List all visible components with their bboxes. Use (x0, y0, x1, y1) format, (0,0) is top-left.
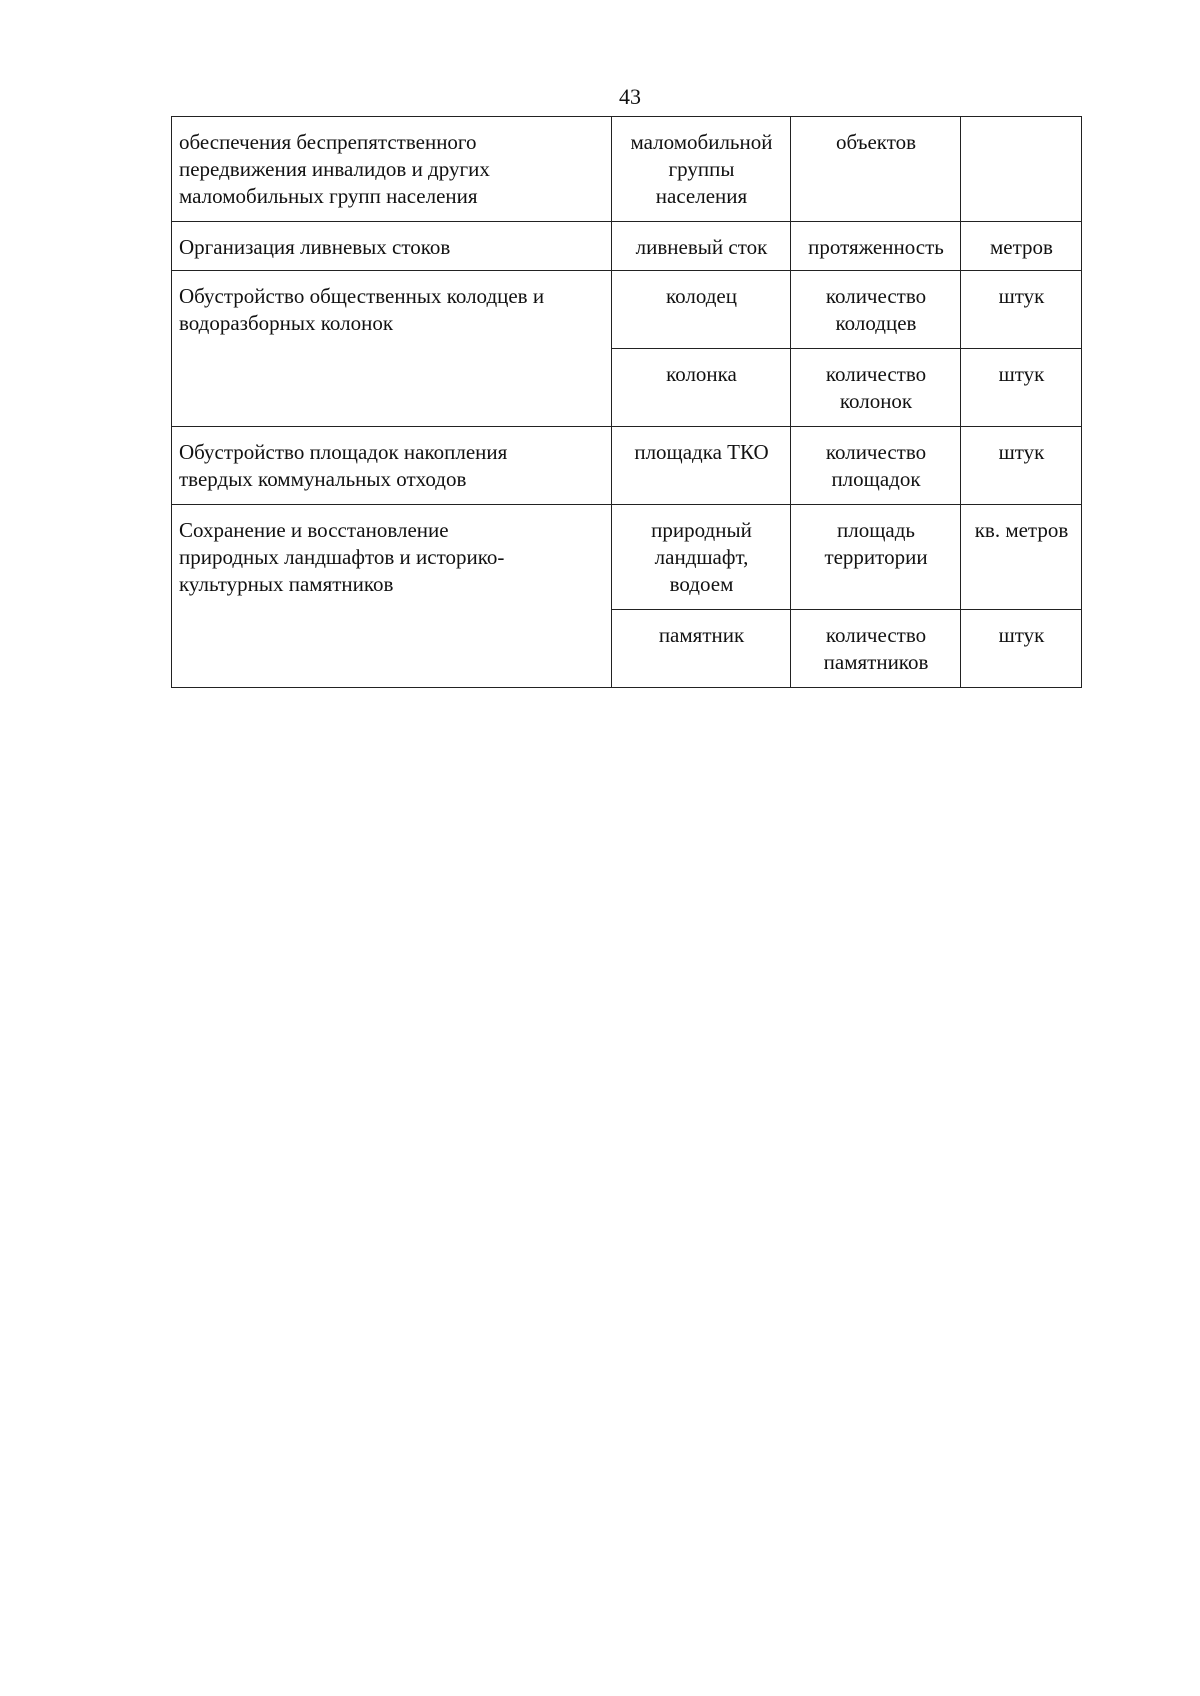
table-row (172, 222, 1082, 271)
table-row (172, 271, 1082, 349)
object-cell: природный ландшафт, водоем (612, 505, 791, 610)
indicator-cell: площадь территории (791, 505, 961, 610)
indicator-cell: объектов (791, 117, 961, 222)
indicator-cell: количество колодцев (791, 271, 961, 349)
table-row (172, 117, 1082, 222)
object-cell: памятник (612, 610, 791, 688)
table-row (172, 505, 1082, 610)
object-cell: колодец (612, 271, 791, 349)
table-row (172, 427, 1082, 505)
activity-cell: обеспечения беспрепятственного передвижения инвалидов и других маломобильных групп населения (172, 117, 612, 222)
unit-cell: штук (961, 610, 1082, 688)
requirements-table (171, 116, 1082, 688)
activity-cell: Организация ливневых стоков (172, 222, 612, 271)
unit-cell: штук (961, 427, 1082, 505)
indicator-cell: протяженность (791, 222, 961, 271)
object-cell: колонка (612, 349, 791, 427)
activity-cell: Обустройство площадок накопления твердых коммунальных отходов (172, 427, 612, 505)
activity-cell: Сохранение и восстановление природных ландшафтов и историко- культурных памятников (172, 505, 612, 688)
page-number: 43 (619, 84, 641, 109)
object-cell: маломобильной группы населения (612, 117, 791, 222)
indicator-cell: количество колонок (791, 349, 961, 427)
indicator-cell: количество памятников (791, 610, 961, 688)
unit-cell: метров (961, 222, 1082, 271)
unit-cell: штук (961, 349, 1082, 427)
unit-cell: кв. метров (961, 505, 1082, 610)
object-cell: ливневый сток (612, 222, 791, 271)
object-cell: площадка ТКО (612, 427, 791, 505)
indicator-cell: количество площадок (791, 427, 961, 505)
unit-cell (961, 117, 1082, 222)
activity-cell: Обустройство общественных колодцев и водоразборных колонок (172, 271, 612, 427)
unit-cell: штук (961, 271, 1082, 349)
